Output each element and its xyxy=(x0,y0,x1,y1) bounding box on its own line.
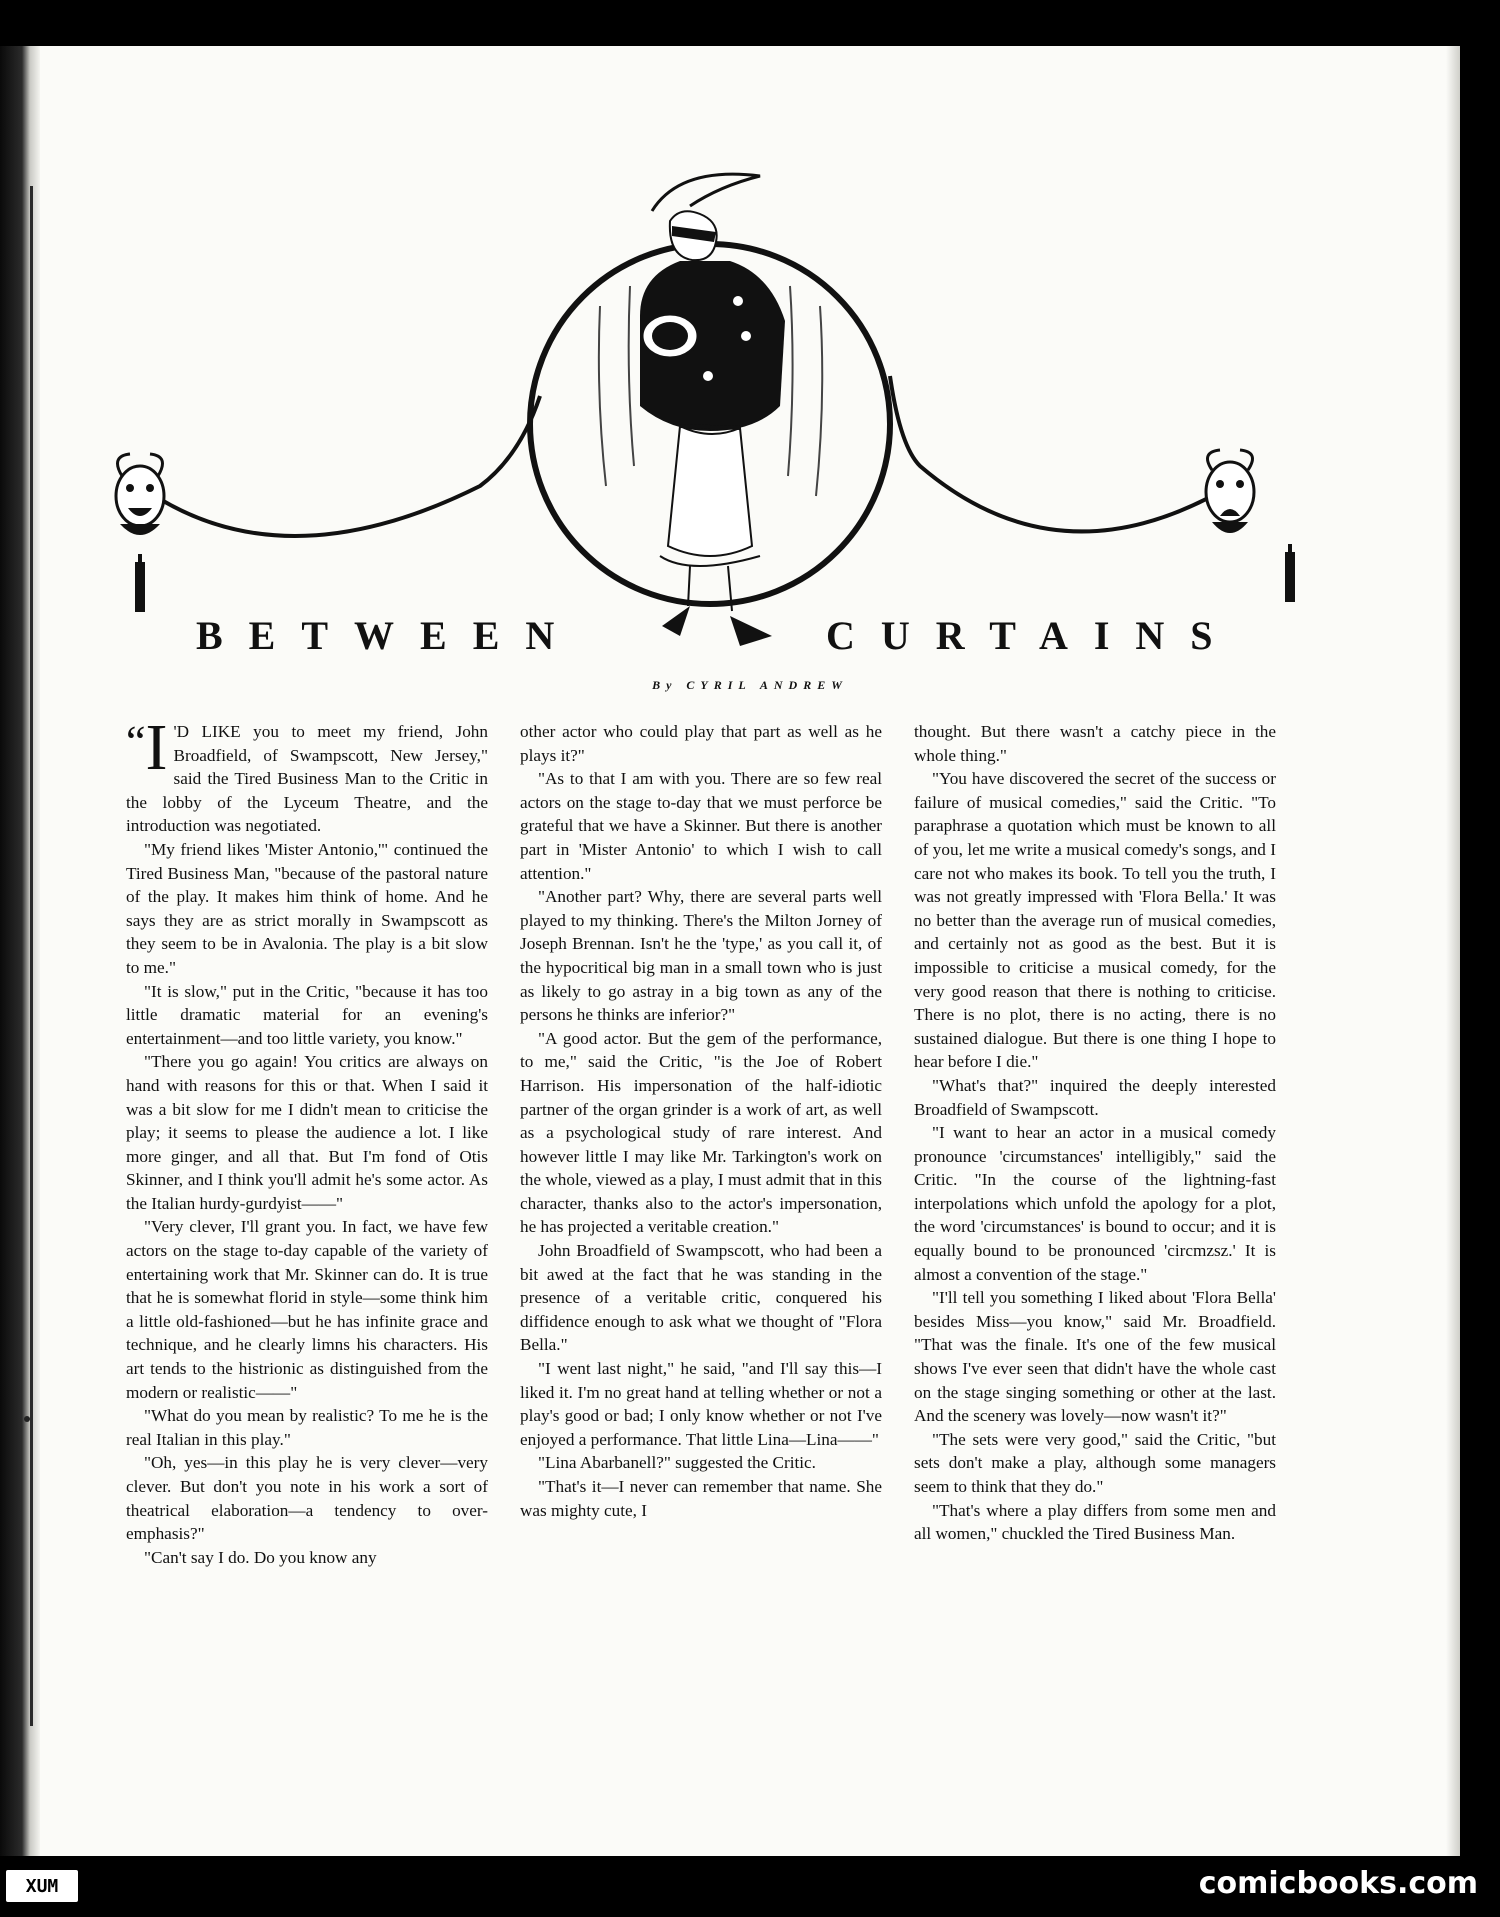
paragraph: "That's it—I never can remember that name. She was mighty cute, I xyxy=(520,1477,882,1520)
paragraph: "My friend likes 'Mister Antonio,'" continued the Tired Business Man, "because of the pastoral nature of the play. It makes him think of home. And he says they are as strict morally in Swampscott as they seem to be in Avalonia. The play is a bit slow to me." xyxy=(126,839,488,977)
tassel-icon xyxy=(1285,544,1295,602)
paragraph: thought. But there wasn't a catchy piece in the whole thing." xyxy=(914,722,1276,765)
paragraph: "Another part? Why, there are several parts well played to my thinking. There's the Milton Jorney of Joseph Brennan. Isn't he the 'type,' as you call it, of the hypocritical big man in a small town who is just as likely to go astray in a big town as any of the persons he thinks are inferior?" xyxy=(520,887,882,1025)
paragraph: "I want to hear an actor in a musical comedy pronounce 'circumstances' intelligibly," said the Critic. "In the course of the lightning-fast interpolations which unfold the apology for a plot, the word 'circumstances' is bound to occur; and it is equally bound to be pronounced 'circmzsz.' It is almost a convention of the stage." xyxy=(914,1123,1276,1284)
right-garland xyxy=(890,376,1230,531)
paragraph: "I went last night," he said, "and I'll say this—I liked it. I'm no great hand at telling whether or not a play's good or bad; I only know whether or not I've enjoyed a performance. That little Lina—Lina——" xyxy=(520,1359,882,1449)
paragraph: "What's that?" inquired the deeply interested Broadfield of Swampscott. xyxy=(914,1075,1276,1119)
comedy-mask-icon xyxy=(116,454,164,535)
article-column-2 xyxy=(520,720,882,1522)
paragraph: "That's where a play differs from some men and all women," chuckled the Tired Business Man. xyxy=(914,1500,1276,1544)
pierrot-mandolin-illustration xyxy=(640,174,785,646)
tassel-icon xyxy=(135,554,145,612)
byline: By CYRIL ANDREW xyxy=(652,678,848,692)
paragraph: "As to that I am with you. There are so few real actors on the stage to-day that we must perforce be grateful that we have a Skinner. But there is another part in 'Mister Antonio' to which I wish to call attention." xyxy=(520,769,882,883)
article-column-3 xyxy=(914,720,1276,1546)
page-binding xyxy=(0,46,40,1856)
magazine-page xyxy=(40,46,1460,1856)
paragraph: "Oh, yes—in this play he is very clever—very clever. But don't you note in his work a sort of theatrical elaboration—a tendency to over-emphasis?" xyxy=(126,1453,488,1544)
paragraph: "What do you mean by realistic? To me he is the real Italian in this play." xyxy=(126,1406,488,1449)
tragedy-mask-icon xyxy=(1206,450,1254,533)
paragraph: "Can't say I do. Do you know any xyxy=(144,1547,377,1567)
paragraph: "You have discovered the secret of the success or failure of musical comedies," said the Critic. "To paraphrase a quotation which must be known to all of you, let me write a musical comedy's songs, and I care not who makes its book. To tell you the truth, I was not greatly impressed with 'Flora Bella.' It was no better than the average run of musical comedies, and certainly not as good as the best. But it is impossible to criticise a musical comedy, for the very good reason that there is nothing to criticise. There is no plot, there is no acting, there is no sustained dialogue. But there is one thing I hope to hear before I die." xyxy=(914,769,1276,1072)
paragraph: "I'll tell you something I liked about 'Flora Bella' besides Miss—you know," said Mr. Broadfield. "That was the finale. It's one of the few musical shows I've ever seen that didn't have the whole cast on the stage singing something or other at the last. And the scenery was lovely—now wasn't it?" xyxy=(914,1288,1276,1426)
margin-mark xyxy=(24,1416,30,1422)
left-garland xyxy=(140,396,540,536)
header-illustration xyxy=(40,46,1460,706)
paragraph: "Very clever, I'll grant you. In fact, we have few actors on the stage to-day capable of the variety of entertaining work that Mr. Skinner can do. It is true that he is somewhat florid in style—some think him a little old-fashioned—but he has infinite grace and technique, and he clearly limns his characters. His art tends to the histrionic as distinguished from the modern or realistic——" xyxy=(126,1217,488,1402)
title-curtains: CURTAINS xyxy=(826,613,1239,658)
article-column-1 xyxy=(126,711,488,1569)
paragraph: "It is slow," put in the Critic, "because it has too little dramatic material for an evening's entertainment—and too little variety, you know." xyxy=(126,981,488,1048)
paragraph: "There you go again! You critics are always on hand with reasons for this or that. When I said it was a bit slow for me I didn't mean to criticise the play; it seems to please the audience a lot. I like more ginger, and all that. But I'm fond of Otis Skinner, and I think you'll admit he's some actor. As the Italian hurdy-gurdyist——" xyxy=(126,1052,488,1213)
drop-cap: “I xyxy=(126,711,168,784)
paragraph: other actor who could play that part as well as he plays it?" xyxy=(520,722,882,765)
watermark: comicbooks.com xyxy=(1198,1866,1478,1901)
paragraph: "A good actor. But the gem of the performance, to me," said the Critic, "is the Joe of Robert Harrison. His impersonation of the half-idiotic partner of the organ grinder is a work of art, as well as a psychological study of rare interest. And however little I may like Mr. Tarkington's work on the whole, viewed as a play, I must admit that in this character, thanks also to the actor's impersonation, he has projected a veritable creation." xyxy=(520,1028,882,1237)
paragraph: "Lina Abarbanell?" suggested the Critic. xyxy=(538,1453,816,1473)
source-tag: XUM xyxy=(6,1870,78,1902)
paragraph: "The sets were very good," said the Critic, "but sets don't make a play, although some managers seem to think that they do." xyxy=(914,1429,1276,1496)
paragraph: John Broadfield of Swampscott, who had been a bit awed at the fact that he was standing in the presence of a veritable critic, conquered his diffidence enough to ask what we thought of "Flora Bella." xyxy=(520,1241,882,1355)
title-between: BETWEEN xyxy=(196,613,581,658)
paragraph: “I 'D LIKE you to meet my friend, John Broadfield, of Swampscott, New Jersey," said the Tired Business Man to the Critic in the lobby of the Lyceum Theatre, and the introduction was negotiated. xyxy=(126,711,488,836)
